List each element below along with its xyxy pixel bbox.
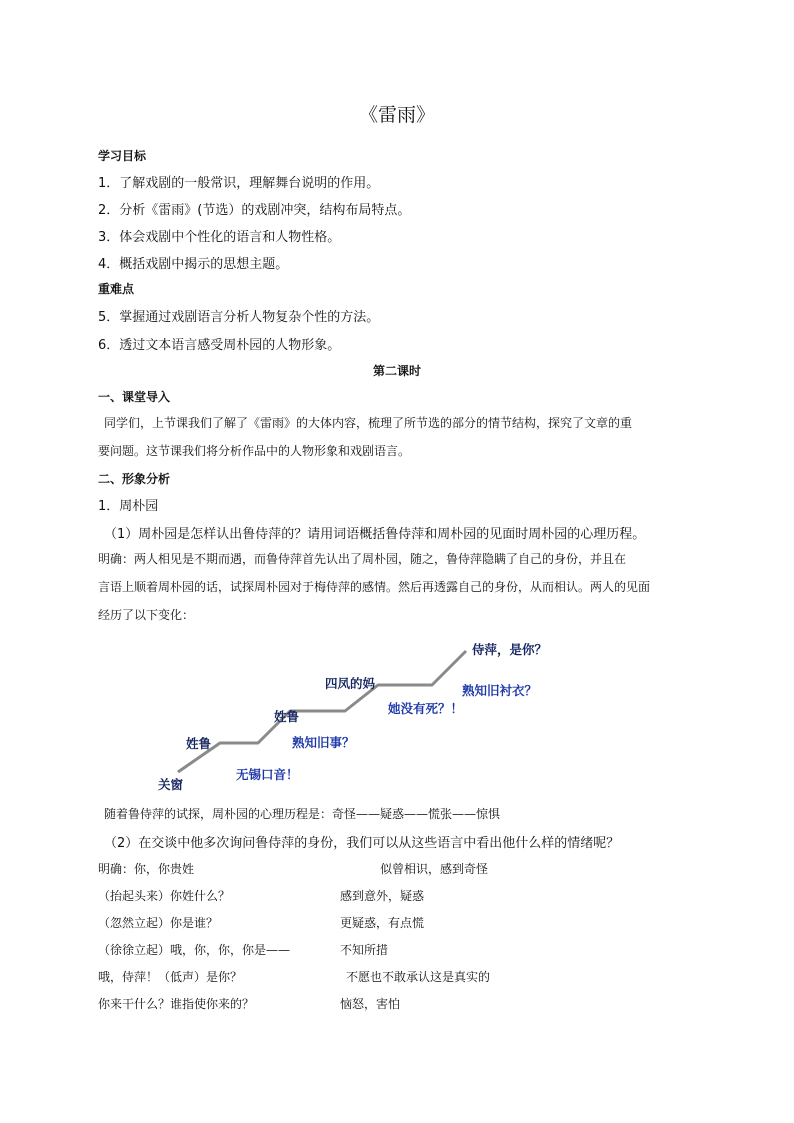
question-1: （1）周朴园是怎样认出鲁侍萍的？请用词语概括鲁侍萍和周朴园的见面时周朴园的心理历程。 — [104, 527, 646, 542]
dialogue-speech: 明确：你，你贵姓 — [98, 862, 195, 876]
difficulty-item: 6．透过文本语言感受周朴园的人物形象。 — [98, 338, 341, 353]
goal-item: 1．了解戏剧的一般常识，理解舞台说明的作用。 — [98, 176, 380, 191]
dialogue-emotion: 恼怒，害怕 — [340, 997, 401, 1011]
section1-heading: 一、课堂导入 — [98, 390, 171, 404]
lesson-title: 第二课时 — [372, 364, 421, 378]
difficulties-heading: 重难点 — [98, 282, 135, 296]
dialogue-emotion: 似曾相识，感到奇怪 — [380, 862, 489, 876]
step-label: 姓鲁 — [274, 709, 300, 724]
answer-1-line1: 明确：两人相见是不期而遇，而鲁侍萍首先认出了周朴园，随之，鲁侍萍隐瞒了自己的身份，并且在 — [98, 552, 627, 566]
answer-1-line3: 经历了以下变化： — [98, 608, 195, 622]
reaction-label: 熟知旧衬衣？ — [462, 683, 538, 698]
dialogue-speech: （忽然立起）你是谁？ — [98, 916, 219, 930]
dialogue-speech: 哦，侍萍！（低声）是你？ — [98, 970, 243, 984]
page-title: 《雷雨》 — [358, 104, 435, 126]
goals-heading: 学习目标 — [98, 149, 147, 163]
goal-item: 2．分析《雷雨》(节选）的戏剧冲突，结构布局特点。 — [98, 203, 411, 218]
dialogue-emotion: 感到意外，疑惑 — [340, 889, 425, 903]
psychology-summary: 随着鲁侍萍的试探，周朴园的心理历程是：奇怪——疑惑——慌张——惊惧 — [104, 807, 501, 821]
subsection-title: 1．周朴园 — [98, 499, 159, 514]
goal-item: 3．体会戏剧中个性化的语言和人物性格。 — [98, 230, 341, 245]
step-label: 侍萍，是你？ — [472, 642, 548, 657]
dialogue-speech: 你来干什么？谁指使你来的？ — [98, 997, 255, 1011]
reaction-label: 无锡口音！ — [236, 767, 299, 782]
dialogue-emotion: 不知所措 — [340, 943, 389, 957]
step-label: 姓鲁 — [186, 736, 212, 751]
dialogue-emotion: 更疑惑，有点慌 — [340, 916, 425, 930]
section1-text-line2: 要问题。这节课我们将分析作品中的人物形象和戏剧语言。 — [98, 444, 411, 458]
stair-line — [150, 635, 590, 795]
step-label: 关窗 — [158, 777, 184, 792]
dialogue-speech: （徐徐立起）哦，你，你，你是—— — [98, 943, 291, 957]
section1-text-line1: 同学们，上节课我们了解了《雷雨》的大体内容，梳理了所节选的部分的情节结构，探究了文章的重 — [104, 416, 633, 430]
goal-item: 4．概括戏剧中揭示的思想主题。 — [98, 257, 289, 272]
psychology-stair-diagram — [150, 635, 590, 795]
reaction-label: 她没有死？！ — [388, 701, 464, 716]
difficulty-item: 5．掌握通过戏剧语言分析人物复杂个性的方法。 — [98, 310, 380, 325]
question-2: （2）在交谈中他多次询问鲁侍萍的身份，我们可以从这些语言中看出他什么样的情绪呢？ — [104, 836, 620, 851]
section2-heading: 二、形象分析 — [98, 472, 171, 486]
dialogue-emotion: 不愿也不敢承认这是真实的 — [346, 970, 491, 984]
reaction-label: 熟知旧事？ — [292, 735, 355, 750]
dialogue-speech: （抬起头来）你姓什么？ — [98, 889, 231, 903]
answer-1-line2: 言语上顺着周朴园的话，试探周朴园对于梅侍萍的感情。然后再透露自己的身份，从而相认。两人的见面 — [98, 580, 651, 594]
step-label: 四凤的妈 — [325, 676, 376, 691]
